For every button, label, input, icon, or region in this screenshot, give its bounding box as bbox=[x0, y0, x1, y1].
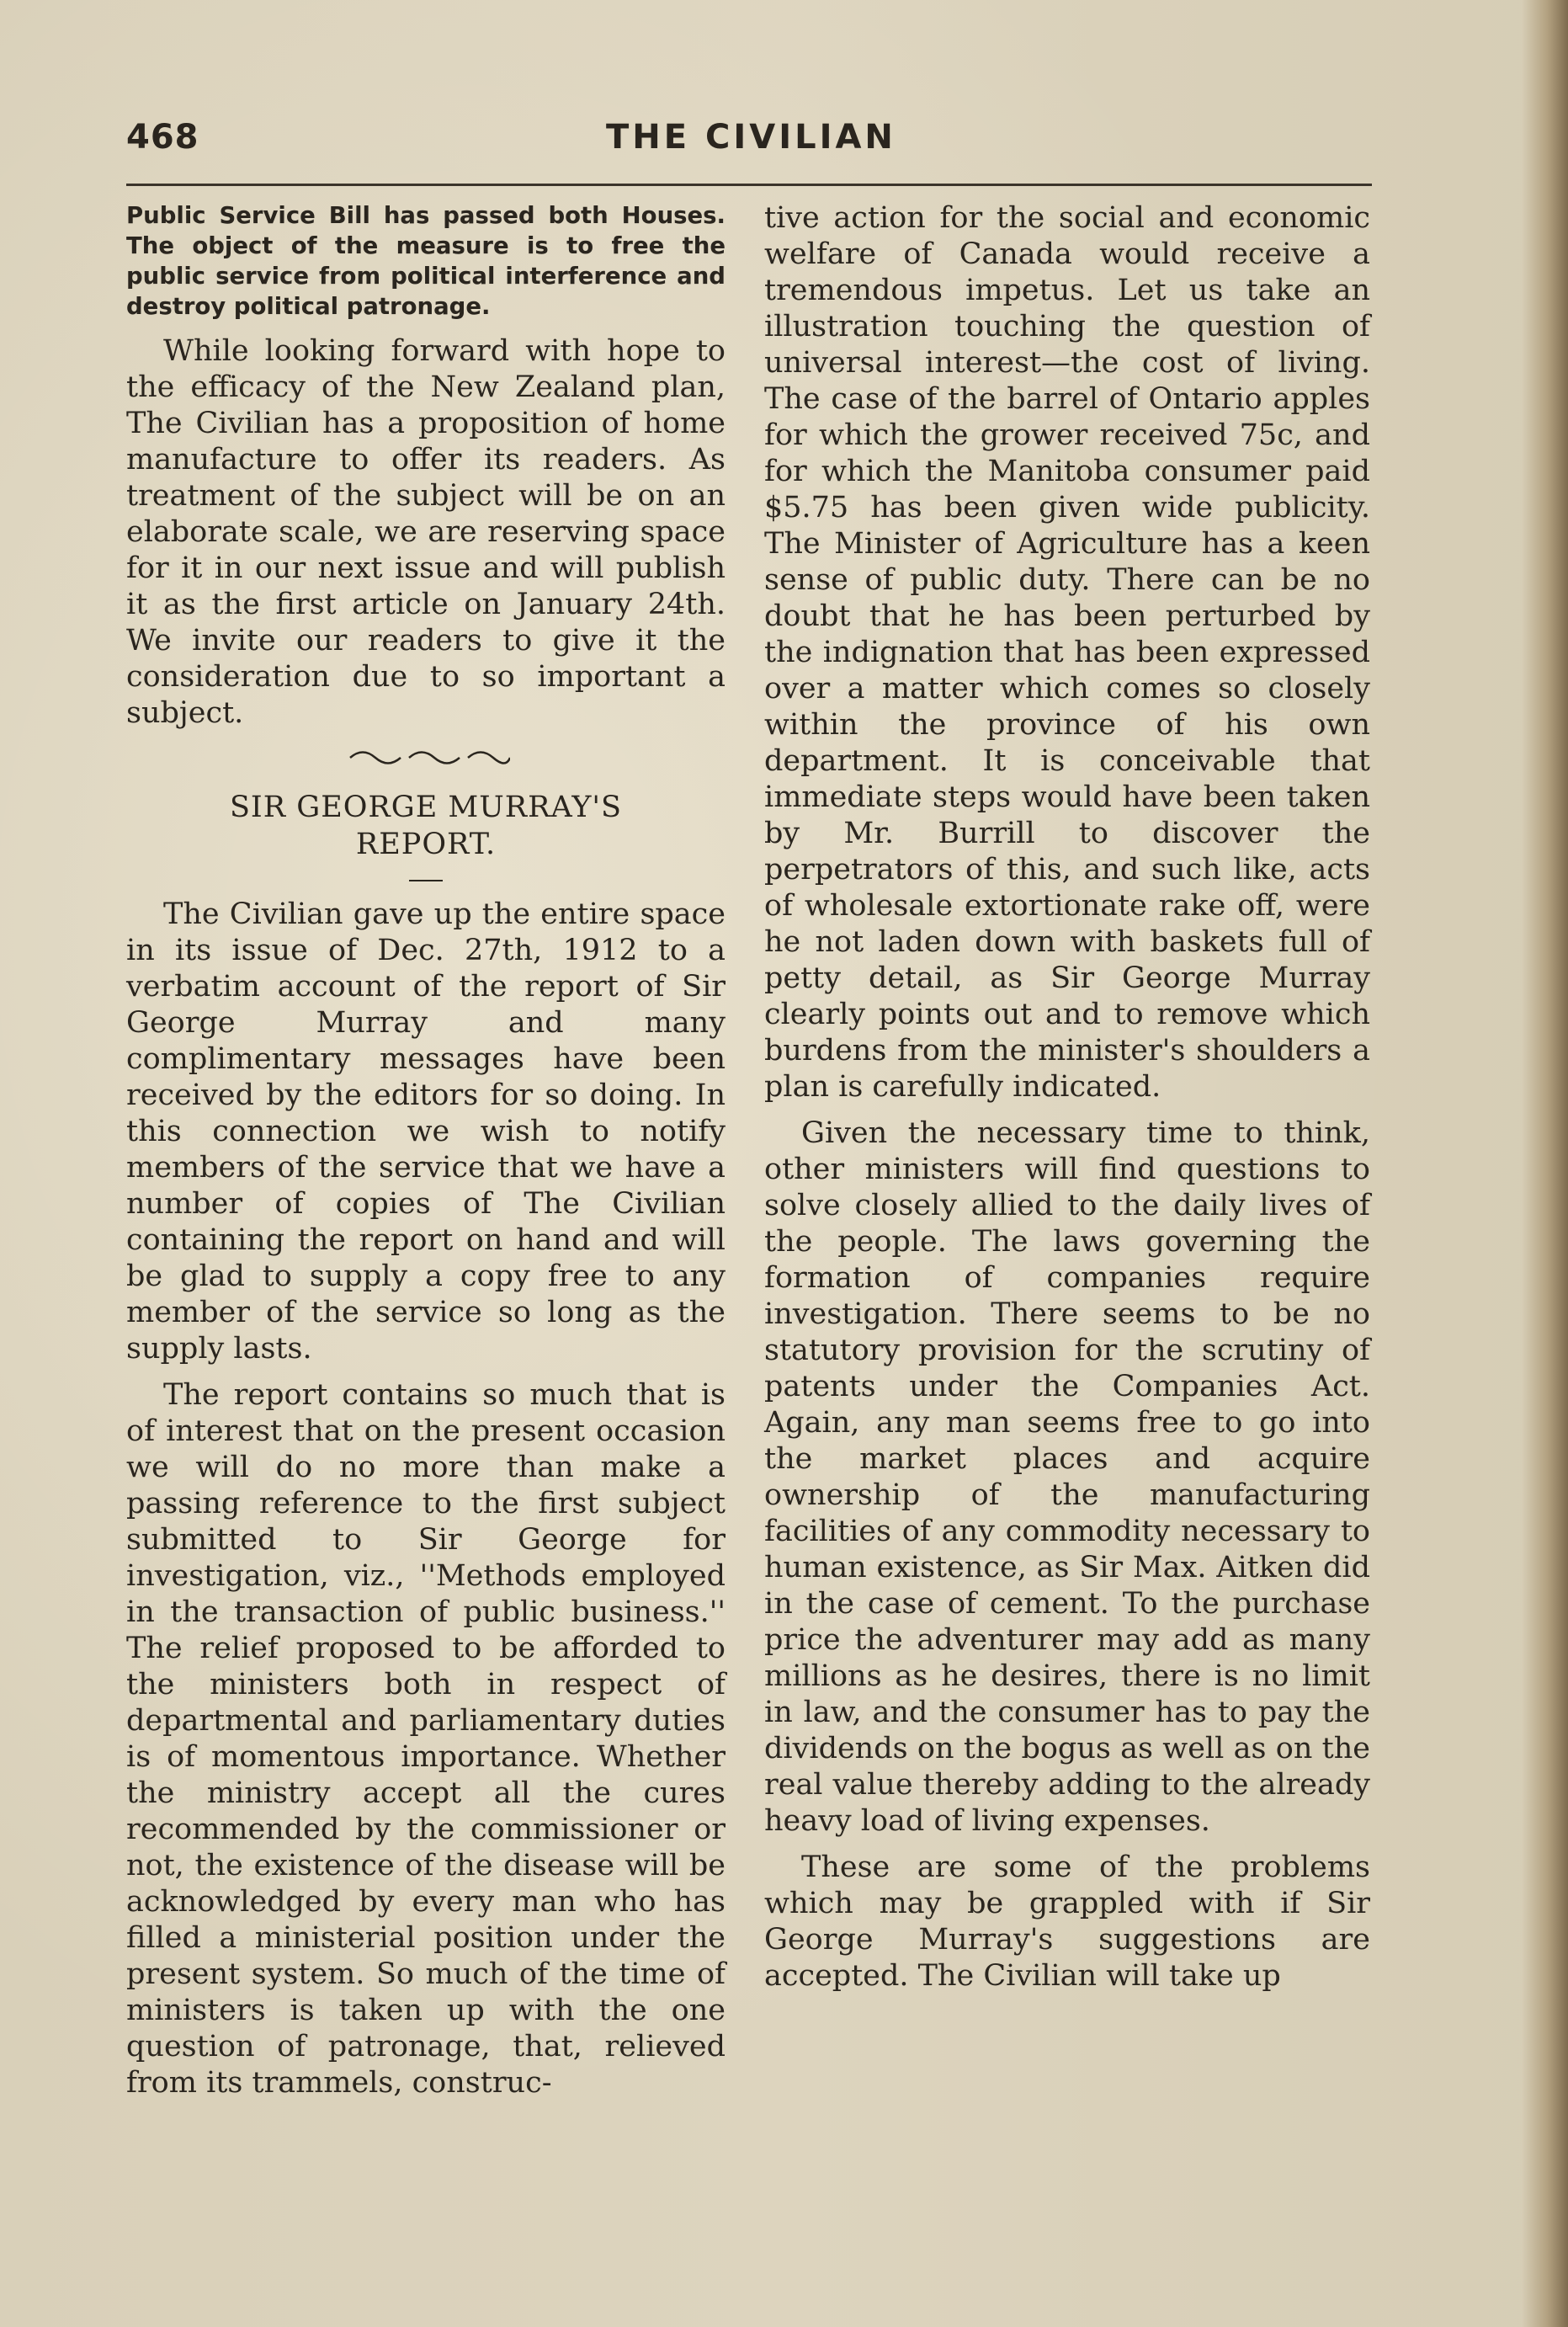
heading-line-2: REPORT. bbox=[355, 828, 497, 861]
left-column bbox=[126, 200, 726, 2111]
right-column bbox=[764, 200, 1370, 2005]
heading-dash bbox=[126, 871, 726, 892]
header-rule bbox=[126, 184, 1372, 186]
paragraph-report-contents: The report contains so much that is of interest that on the present occasion we will do no more than make a passing reference to the first subject submitted to Sir George for investigation, viz., ''Methods employed in the transaction of public business.'' The relief proposed to be afforded to the ministers both in respect of departmental and parliamentary duties is of momentous importance. Whether the ministry accept all the cures recommended by the commissioner or not, the existence of the disease will be acknowledged by every man who has filled a ministerial position under the present system. So much of the time of ministers is taken up with the one question of patronage, that, relieved from its trammels, construc- bbox=[126, 1378, 726, 2100]
section-heading bbox=[126, 789, 726, 863]
paragraph-new-zealand-plan: While looking forward with hope to the efficacy of the New Zealand plan, The Civilian has a proposition of home manufacture to offer its readers. As treatment of the subject will be on an elaborate scale, we are reserving space for it in our next issue and will publish it as the first article on January 24th. We invite our readers to give it the consideration due to so important a subject. bbox=[126, 334, 726, 730]
page-number: 468 bbox=[126, 118, 199, 157]
lead-paragraph: Public Service Bill has passed both Houses. The object of the measure is to free the public service from political interference and destroy political patronage. bbox=[126, 202, 726, 320]
paragraph-constructive-action: tive action for the social and economic welfare of Canada would receive a tremendous impetus. Let us take an illustration touching the question of universal interest—the cost of living. The case of the barrel of Ontario apples for which the grower received 75c, and for which the Manitoba consumer paid $5.75 has been given wide publicity. The Minister of Agriculture has a keen sense of public duty. There can be no doubt that he has been perturbed by the indignation that has been expressed over a matter which comes so closely within the province of his own department. It is conceivable that immediate steps would have been taken by Mr. Burrill to discover the perpetrators of this, and such like, acts of wholesale extortionate rake off, were he not laden down with baskets full of petty detail, as Sir George Murray clearly points out and to remove which burdens from the minister's shoulders a plan is carefully indicated. bbox=[764, 201, 1370, 1104]
heading-line-1: SIR GEORGE MURRAY'S bbox=[229, 791, 623, 824]
journal-title: THE CIVILIAN bbox=[606, 118, 896, 157]
page-edge-shadow bbox=[1522, 0, 1568, 2327]
wave-ornament-icon bbox=[342, 745, 510, 770]
section-ornament bbox=[126, 745, 726, 770]
paragraph-civilian-issue: The Civilian gave up the entire space in its issue of Dec. 27th, 1912 to a verbatim account of the report of Sir George Murray and many complimentary messages have been received by the editors for so doing. In this connection we wish to notify members of the service that we have a number of copies of The Civilian containing the report on hand and will be glad to supply a copy free to any member of the service so long as the supply lasts. bbox=[126, 897, 726, 1366]
paragraph-problems: These are some of the problems which may be grappled with if Sir George Murray's suggestions are accepted. The Civilian will take up bbox=[764, 1850, 1370, 1993]
paragraph-other-ministers: Given the necessary time to think, other ministers will find questions to solve closely allied to the daily lives of the people. The laws governing the formation of companies require investigation. There seems to be no statutory provision for the scrutiny of patents under the Companies Act. Again, any man seems free to go into the market places and acquire ownership of the manufacturing facilities of any commodity necessary to human existence, as Sir Max. Aitken did in the case of cement. To the purchase price the adventurer may add as many millions as he desires, there is no limit in law, and the consumer has to pay the dividends on the bogus as well as on the real value thereby adding to the already heavy load of living expenses. bbox=[764, 1116, 1370, 1838]
page-header bbox=[126, 118, 1372, 177]
